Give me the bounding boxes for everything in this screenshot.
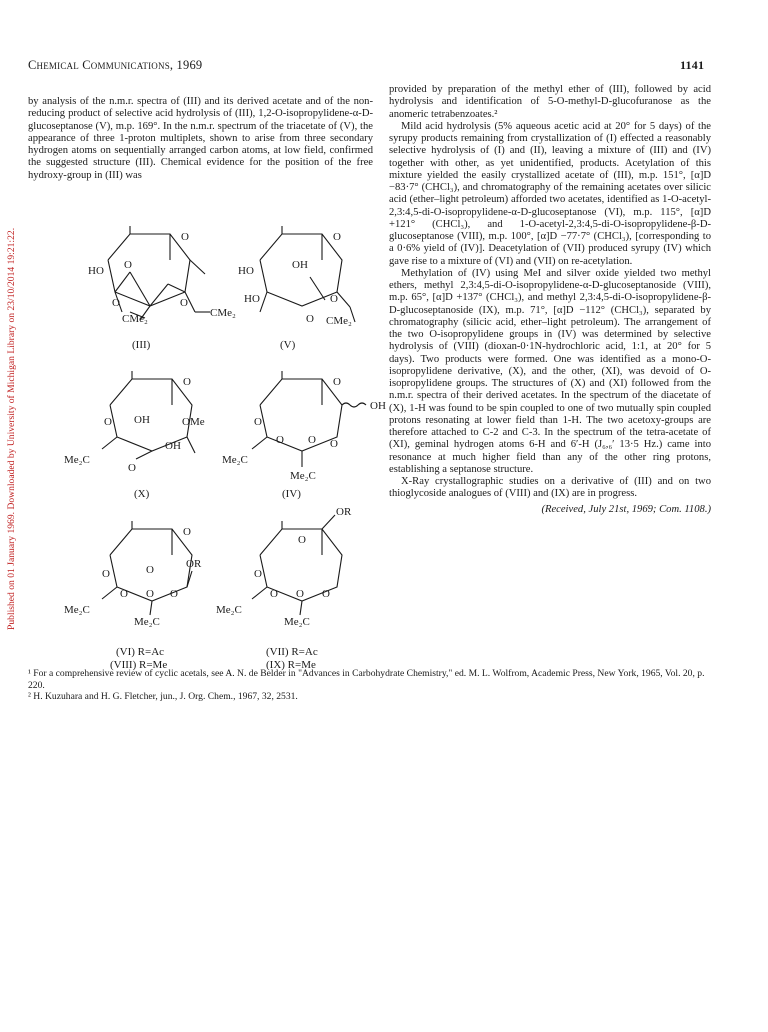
X-atom-O-ring: O bbox=[183, 376, 191, 388]
III-label: (III) bbox=[132, 339, 151, 351]
right-paragraph-4: X-Ray crystallographic studies on a derivative of (III) and on two thioglycoside analogues of (VIII) and (IX) are in progress. bbox=[389, 476, 711, 500]
V-atom-O-ring: O bbox=[333, 231, 341, 243]
right-paragraph-3: Methylation of (IV) using MeI and silver oxide yielded two methyl ethers, methyl 2,3:4,5-di-O-isopropylidene-α-D-glucoseptanoside (VIII), m.p. 65°, [α]D +137° (CHCl₃), and methyl 2,3:4,5-di-O-isopropylidene-β-D-glucoseptanoside (IX), m.p. 71°, [α]D −112° (CHCl₃), separated by chromatography (silicic acid, ether–light petroleum). The arrangement of the two O-isopropylidene groups in (IV) was determined by selective hydrolysis of (VIII) (dioxan-0·1N-hydrochloric acid, 1:1, at 20° for 5 days). Two products were formed. One was identified as a mono-O-isopropylidene derivative, (X), and the other, (XI), was devoid of O-isopropylidene groups. The structures of (X) and (XI) followed from the n.m.r. spectra of their derived acetates. In the spectrum of the diacetate of (X), 1-H was found to be spin coupled to one of two mutually spin coupled protons resonating at lower field than 1-H. The two acetoxy-groups are therefore attached to C-2 and C-3. In the spectrum of the tetra-acetate of (XI), geminal hydrogen atoms 6-H and 6′-H (J₆,₆′ 13·5 Hz.) came into resonance at much higher field than any of the other ring protons, establishing a septanose structure. bbox=[389, 267, 711, 475]
VI-atom-Me2C-b: Me₂C bbox=[134, 616, 160, 628]
VI-atom-O-d: O bbox=[146, 588, 154, 600]
V-atom-CMe2: CMe₂ bbox=[326, 315, 352, 327]
IV-atom-O-b: O bbox=[276, 434, 284, 446]
IV-atom-Me2C-b: Me₂C bbox=[290, 470, 316, 482]
III-atom-O-right: O bbox=[180, 297, 188, 309]
structure-VII-IX bbox=[216, 506, 352, 671]
footnote-1: ¹ For a comprehensive review of cyclic acetals, see A. N. de Belder in "Advances in Carbohydrate Chemistry," ed. M. L. Wolfrom, Academic Press, New York, 1965, Vol. 20, p. 220. bbox=[28, 668, 705, 691]
structure-V bbox=[238, 226, 355, 351]
structure-X bbox=[64, 371, 205, 500]
VII-atom-OR: OR bbox=[336, 506, 352, 518]
page-number: 1141 bbox=[680, 58, 705, 72]
VI-label-b: (VIII) R=Me bbox=[110, 659, 168, 671]
VI-atom-O-a: O bbox=[146, 564, 154, 576]
right-paragraph-1: provided by preparation of the methyl ether of (III), followed by acid hydrolysis and identification of 5-O-methyl-D-glucofuranose as the anomeric tetrabenzoates.² bbox=[389, 84, 711, 120]
X-atom-Me2C: Me₂C bbox=[64, 454, 90, 466]
footnote-2: ² H. Kuzuhara and H. G. Fletcher, jun., J. Org. Chem., 1967, 32, 2531. bbox=[28, 691, 298, 702]
IV-atom-O-c: O bbox=[308, 434, 316, 446]
VII-atom-O-a: O bbox=[254, 568, 262, 580]
IV-atom-O-d: O bbox=[330, 438, 338, 450]
V-atom-OH: OH bbox=[292, 259, 308, 271]
III-atom-O-bridge: O bbox=[124, 259, 132, 271]
VII-atom-Me2C-b: Me₂C bbox=[284, 616, 310, 628]
X-atom-O-b: O bbox=[128, 462, 136, 474]
left-column bbox=[28, 96, 373, 182]
III-atom-O-left: O bbox=[112, 297, 120, 309]
structure-III bbox=[88, 226, 236, 351]
VII-atom-O-c: O bbox=[296, 588, 304, 600]
VII-label-b: (IX) R=Me bbox=[266, 659, 316, 671]
V-atom-O-a: O bbox=[330, 293, 338, 305]
IV-atom-OH: OH bbox=[370, 400, 386, 412]
III-atom-HO: HO bbox=[88, 265, 104, 277]
footnotes bbox=[28, 668, 718, 703]
VI-atom-O-c: O bbox=[120, 588, 128, 600]
IV-label: (IV) bbox=[282, 488, 301, 500]
V-atom-HO-1: HO bbox=[238, 265, 254, 277]
VII-atom-O-b: O bbox=[270, 588, 278, 600]
structure-VI-VIII bbox=[64, 521, 202, 671]
structure-IV bbox=[222, 371, 386, 500]
received-date: (Received, July 21st, 1969; Com. 1108.) bbox=[541, 503, 711, 515]
running-head: Chemical Communications, 1969 bbox=[28, 58, 203, 72]
VI-atom-Me2C-a: Me₂C bbox=[64, 604, 90, 616]
V-label: (V) bbox=[280, 339, 296, 351]
X-label: (X) bbox=[134, 488, 150, 500]
III-atom-CMe2-a: CMe₂ bbox=[122, 313, 148, 325]
download-watermark-text: Published on 01 January 1969. Downloaded by University of Michigan Library on 23/10/2014 19:21:22. bbox=[6, 227, 17, 630]
VI-label-a: (VI) R=Ac bbox=[116, 646, 165, 658]
VII-atom-O-d: O bbox=[322, 588, 330, 600]
IV-atom-O-ring: O bbox=[333, 376, 341, 388]
III-atom-CMe2-b: CMe₂ bbox=[210, 307, 236, 319]
VI-atom-O-b: O bbox=[102, 568, 110, 580]
X-atom-OMe: OMe bbox=[182, 416, 205, 428]
chemical-structures bbox=[40, 222, 386, 671]
VII-label-a: (VII) R=Ac bbox=[266, 646, 318, 658]
V-atom-HO-2: HO bbox=[244, 293, 260, 305]
IV-atom-O-a: O bbox=[254, 416, 262, 428]
VI-atom-O-e: O bbox=[170, 588, 178, 600]
VII-atom-Me2C-a: Me₂C bbox=[216, 604, 242, 616]
VII-atom-O-ring: O bbox=[298, 534, 306, 546]
X-atom-O-a: O bbox=[104, 416, 112, 428]
left-paragraph: by analysis of the n.m.r. spectra of (III) and its derived acetate and of the non-reducing product of selective acid hydrolysis of (III), 1,2-O-isopropylidene-α-D-glucoseptanose (V), m.p. 169°. In the n.m.r. spectrum of the triacetate of (V), the appearance of three 1-proton multiplets, shown to arise from three secondary hydrogen atoms on sequentially arranged carbon atoms, at low field, confirmed the suggested structure (III). Chemical evidence for the position of the free hydroxy-group in (III) was bbox=[28, 96, 373, 181]
download-watermark bbox=[2, 180, 18, 630]
right-column bbox=[389, 84, 711, 516]
X-atom-OH-1: OH bbox=[134, 414, 150, 426]
structures-svg bbox=[40, 222, 386, 671]
VI-atom-O-ring: O bbox=[183, 526, 191, 538]
V-atom-O-b: O bbox=[306, 313, 314, 325]
download-watermark-svg bbox=[2, 180, 18, 630]
X-atom-OH-2: OH bbox=[165, 440, 181, 452]
III-atom-O-ring: O bbox=[181, 231, 189, 243]
VI-atom-OR: OR bbox=[186, 558, 202, 570]
IV-atom-Me2C-a: Me₂C bbox=[222, 454, 248, 466]
right-paragraph-2: Mild acid hydrolysis (5% aqueous acetic acid at 20° for 5 days) of the syrupy products remaining from crystallization of (I) effected a reasonably selective hydrolysis of (I) and (II), leaving a mixture of (III) and (IV) together with other, as yet unidentified, products. Acetylation of this mixture yielded the easily crystallized acetate of (III), m.p. 151°, [α]D −83·7° (CHCl₃), and chromatography of the remaining acetates over silicic acid (ether–light petroleum) afforded two acetates, identified as 1-O-acetyl-2,3:4,5-di-O-isopropylidene-α-D-glucoseptanose (VI), m.p. 115°, [α]D +121° (CHCl₃), and 1-O-acetyl-2,3:4,5-di-O-isopropylidene-β-D-glucoseptanose (VIII), m.p. 100°, [α]D −77·7° (CHCl₃), [corresponding to a 0·6% yield of (IV)]. Deacetylation of (VII) produced syrupy (IV) which gave rise to a mixture of (VI) and (VII) on re-acetylation. bbox=[389, 120, 711, 267]
